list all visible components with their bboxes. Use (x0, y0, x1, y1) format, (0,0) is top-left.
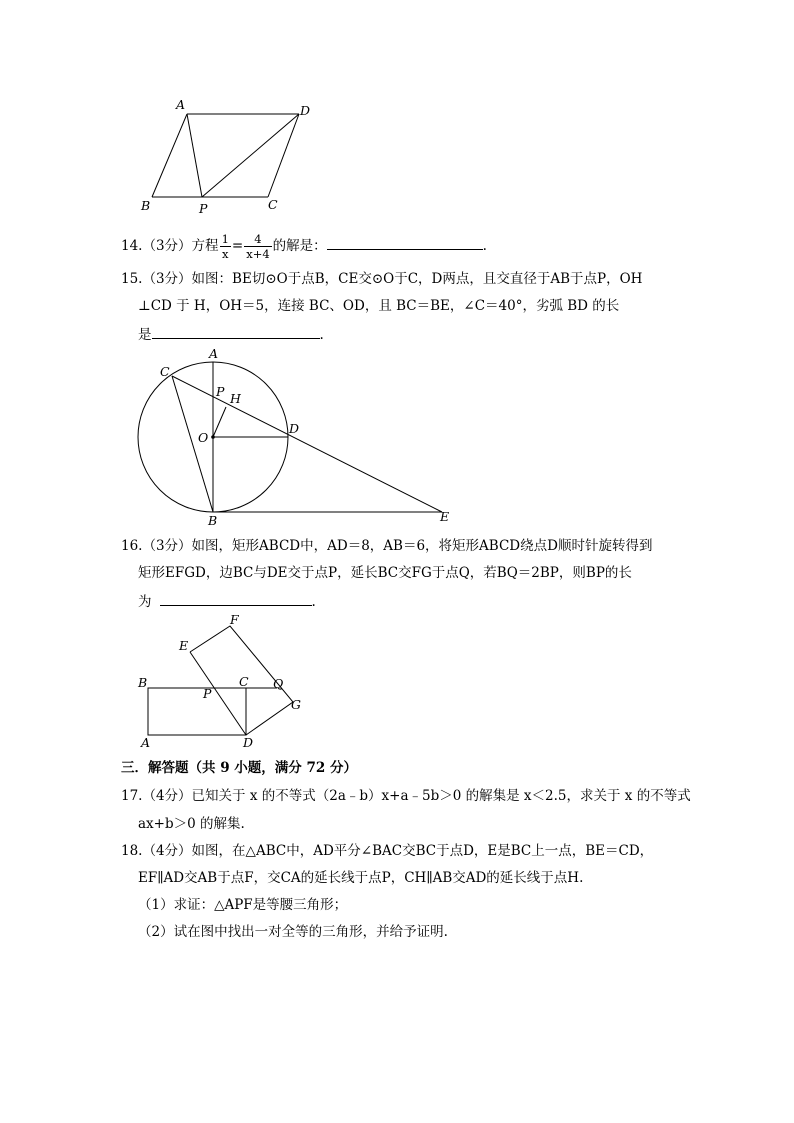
question-16-line1: 16.（3分）如图，矩形ABCD中，AD＝8，AB＝6，将矩形ABCD绕点D顺时针旋转得到 (121, 538, 653, 554)
question-18-sub2: （2）试在图中找出一对全等的三角形，并给予证明. (138, 924, 448, 940)
question-15-line3: 是 . (138, 324, 324, 344)
parallelogram-figure (130, 95, 330, 220)
label-d: D (300, 103, 311, 118)
label-d: D (243, 735, 254, 750)
rotated-rectangle-figure (135, 612, 320, 752)
label-a: A (176, 97, 186, 112)
label-c: C (268, 197, 278, 212)
question-17-line1: 17.（4分）已知关于 x 的不等式（2a﹣b）x+a﹣5b＞0 的解集是 x＜2.5，求关于 x 的不等式 (121, 788, 691, 804)
answer-blank-14[interactable] (327, 235, 483, 250)
label-c: C (239, 674, 249, 689)
label-b: B (138, 675, 148, 690)
q14-suffix: 的解是： (272, 238, 327, 254)
answer-blank-15[interactable] (152, 324, 320, 339)
label-b: B (141, 198, 151, 213)
label-g: G (291, 697, 301, 712)
label-a: A (209, 346, 219, 361)
label-o: O (198, 430, 209, 445)
label-h: H (230, 391, 241, 406)
label-c: C (160, 364, 170, 379)
label-d: D (289, 421, 300, 436)
label-a: A (141, 735, 151, 750)
circle-tangent-figure (130, 345, 460, 530)
question-18-line2: EF∥AD交AB于点F，交CA的延长线于点P，CH∥AB交AD的延长线于点H. (138, 870, 584, 886)
question-18-line1: 18.（4分）如图，在△ABC中，AD平分∠BAC交BC于点D，E是BC上一点，BE＝CD， (121, 843, 654, 859)
label-p: P (199, 201, 208, 216)
label-f: F (230, 612, 239, 627)
label-p: P (216, 384, 225, 399)
question-15-line1: 15.（3分）如图：BE切⊙O于点B，CE交⊙O于C，D两点，且交直径于AB于点P，OH (121, 271, 643, 287)
q14-prefix: 14.（3分）方程 (121, 238, 219, 254)
fraction-1: $\frac{1}{x}$ (221, 232, 229, 261)
question-14: 14.（3分）方程 $\frac{1}{x}$ = $\frac{4}{x+4}$ 的解是： . (121, 232, 487, 261)
question-18-sub1: （1）求证：△APF是等腰三角形； (138, 897, 348, 913)
question-16-line2: 矩形EFGD，边BC与DE交于点P，延长BC交FG于点Q，若BQ＝2BP，则BP的长 (138, 565, 632, 581)
question-17-line2: ax+b＞0 的解集. (138, 816, 245, 832)
label-e: E (440, 509, 450, 524)
q14-equals: = (231, 238, 244, 254)
question-16-line3: 为 . (138, 591, 316, 611)
answer-blank-16[interactable] (160, 591, 312, 606)
label-b: B (208, 513, 218, 528)
label-q: Q (273, 676, 284, 691)
question-15-line2: ⊥CD 于 H，OH＝5，连接 BC、OD，且 BC＝BE，∠C＝40°，劣弧 BD 的长 (138, 298, 620, 314)
section-3-title: 三．解答题（共 9 小题，满分 72 分） (121, 760, 357, 776)
fraction-2: $\frac{4}{x+4}$ (246, 232, 270, 261)
label-e: E (179, 638, 189, 653)
label-p: P (203, 686, 212, 701)
